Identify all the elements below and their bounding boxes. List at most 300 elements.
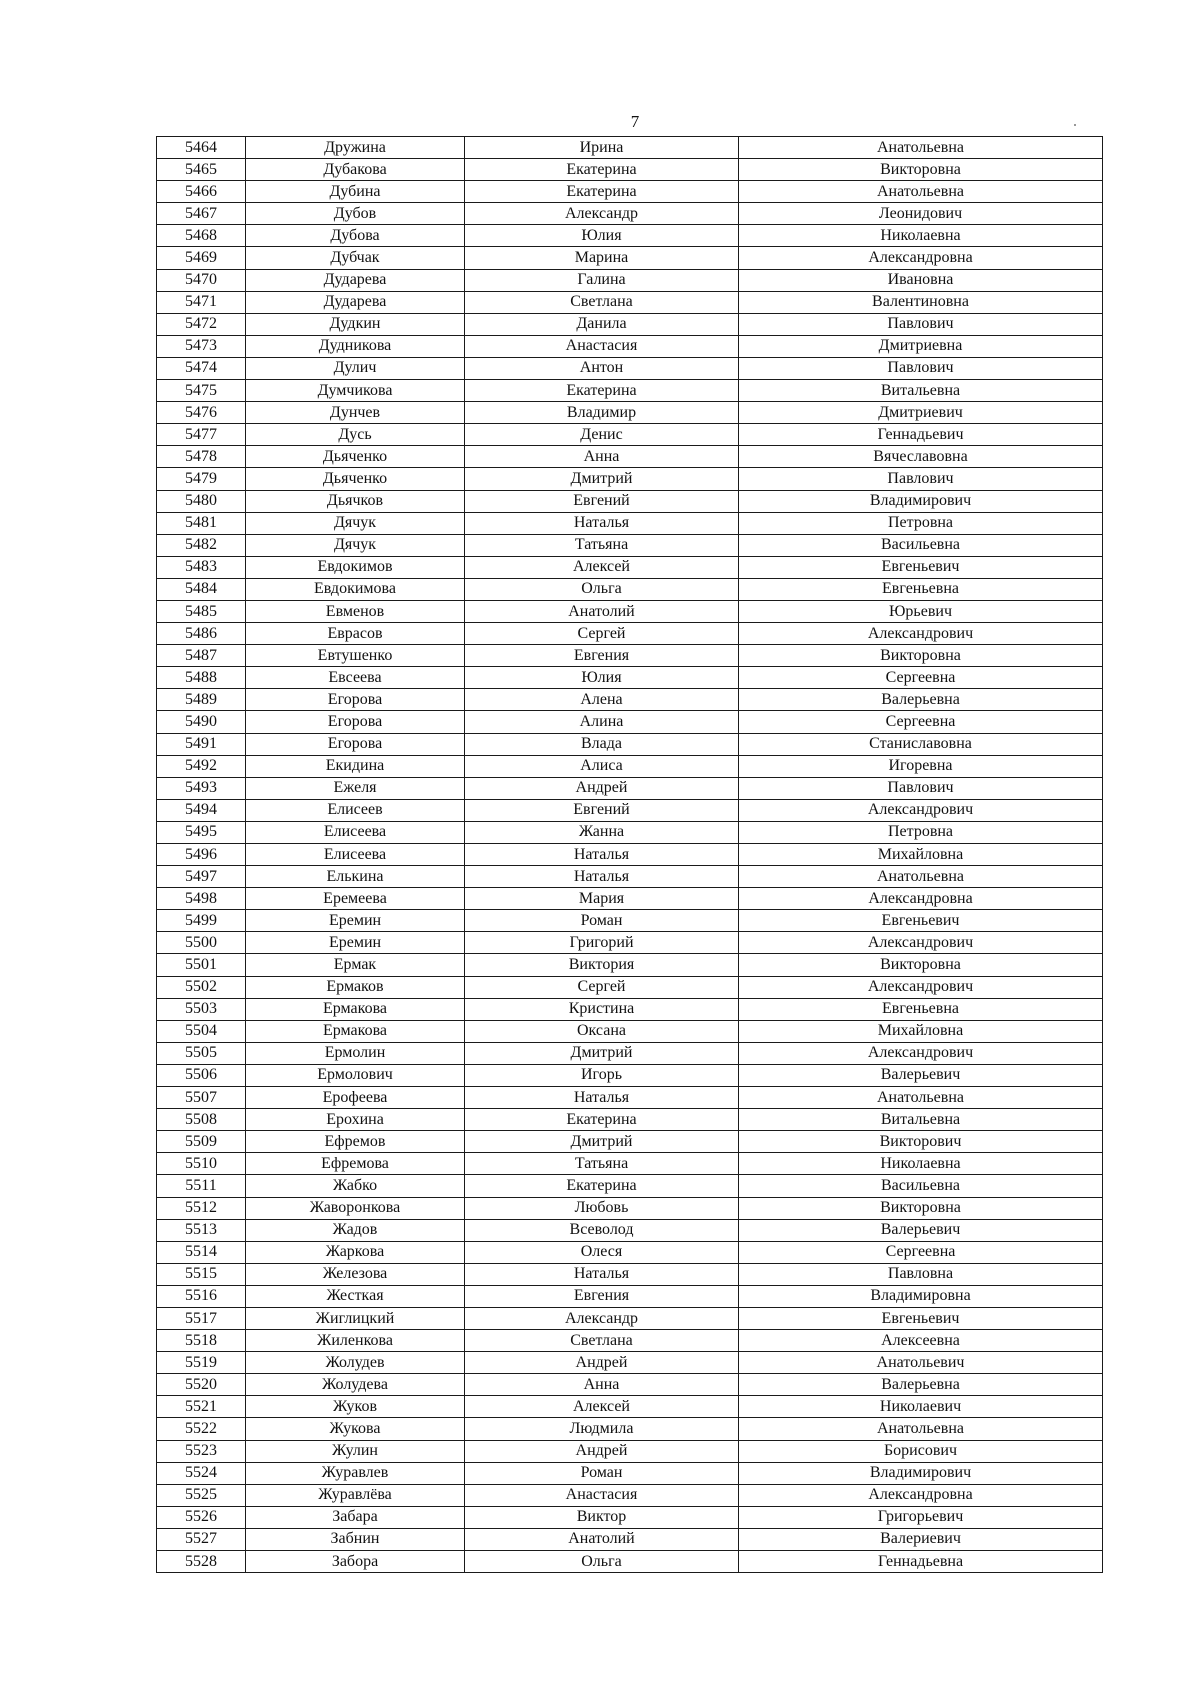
first-name-cell: Юлия — [465, 667, 739, 689]
patronymic-cell: Евгеньевна — [739, 998, 1103, 1020]
first-name-cell: Евгений — [465, 799, 739, 821]
first-name-cell: Алена — [465, 689, 739, 711]
last-name-cell: Ермолович — [246, 1064, 465, 1086]
last-name-cell: Елисеев — [246, 799, 465, 821]
last-name-cell: Дударева — [246, 269, 465, 291]
patronymic-cell: Валерьевна — [739, 1374, 1103, 1396]
row-number-cell: 5481 — [157, 512, 246, 534]
last-name-cell: Дудкин — [246, 313, 465, 335]
first-name-cell: Юлия — [465, 225, 739, 247]
patronymic-cell: Леонидович — [739, 203, 1103, 225]
patronymic-cell: Владимирович — [739, 490, 1103, 512]
first-name-cell: Сергей — [465, 623, 739, 645]
patronymic-cell: Григорьевич — [739, 1506, 1103, 1528]
row-number-cell: 5511 — [157, 1175, 246, 1197]
row-number-cell: 5489 — [157, 689, 246, 711]
table-row — [157, 181, 1103, 203]
row-number-cell: 5485 — [157, 600, 246, 622]
last-name-cell: Дудникова — [246, 335, 465, 357]
table-row — [157, 733, 1103, 755]
last-name-cell: Ерохина — [246, 1109, 465, 1131]
patronymic-cell: Анатольевна — [739, 1418, 1103, 1440]
patronymic-cell: Васильевна — [739, 534, 1103, 556]
patronymic-cell: Николаевич — [739, 1396, 1103, 1418]
first-name-cell: Екатерина — [465, 159, 739, 181]
row-number-cell: 5514 — [157, 1241, 246, 1263]
table-row — [157, 888, 1103, 910]
last-name-cell: Евдокимова — [246, 578, 465, 600]
last-name-cell: Жесткая — [246, 1285, 465, 1307]
table-row — [157, 1440, 1103, 1462]
last-name-cell: Дунчев — [246, 402, 465, 424]
row-number-cell: 5476 — [157, 402, 246, 424]
last-name-cell: Дулич — [246, 357, 465, 379]
last-name-cell: Забнин — [246, 1528, 465, 1550]
row-number-cell: 5508 — [157, 1109, 246, 1131]
first-name-cell: Антон — [465, 357, 739, 379]
patronymic-cell: Анатольевич — [739, 1352, 1103, 1374]
row-number-cell: 5468 — [157, 225, 246, 247]
row-number-cell: 5509 — [157, 1131, 246, 1153]
first-name-cell: Любовь — [465, 1197, 739, 1219]
patronymic-cell: Анатольевна — [739, 866, 1103, 888]
row-number-cell: 5465 — [157, 159, 246, 181]
last-name-cell: Журавлёва — [246, 1484, 465, 1506]
table-row — [157, 203, 1103, 225]
table-row — [157, 424, 1103, 446]
row-number-cell: 5523 — [157, 1440, 246, 1462]
last-name-cell: Жиленкова — [246, 1330, 465, 1352]
patronymic-cell: Станиславовна — [739, 733, 1103, 755]
row-number-cell: 5501 — [157, 954, 246, 976]
row-number-cell: 5505 — [157, 1042, 246, 1064]
patronymic-cell: Александрович — [739, 799, 1103, 821]
first-name-cell: Дмитрий — [465, 1131, 739, 1153]
first-name-cell: Анатолий — [465, 600, 739, 622]
patronymic-cell: Геннадьевич — [739, 424, 1103, 446]
row-number-cell: 5495 — [157, 821, 246, 843]
last-name-cell: Ермакова — [246, 1020, 465, 1042]
row-number-cell: 5493 — [157, 777, 246, 799]
row-number-cell: 5506 — [157, 1064, 246, 1086]
table-row — [157, 247, 1103, 269]
patronymic-cell: Юрьевич — [739, 600, 1103, 622]
row-number-cell: 5524 — [157, 1462, 246, 1484]
first-name-cell: Алексей — [465, 556, 739, 578]
last-name-cell: Жиглицкий — [246, 1307, 465, 1329]
roster-body — [157, 137, 1103, 1573]
first-name-cell: Влада — [465, 733, 739, 755]
first-name-cell: Екатерина — [465, 1175, 739, 1197]
table-row — [157, 1153, 1103, 1175]
table-row — [157, 137, 1103, 159]
table-row — [157, 291, 1103, 313]
table-row — [157, 910, 1103, 932]
last-name-cell: Железова — [246, 1263, 465, 1285]
row-number-cell: 5513 — [157, 1219, 246, 1241]
last-name-cell: Евдокимов — [246, 556, 465, 578]
last-name-cell: Забора — [246, 1551, 465, 1573]
first-name-cell: Виктор — [465, 1506, 739, 1528]
last-name-cell: Жолудева — [246, 1374, 465, 1396]
last-name-cell: Забара — [246, 1506, 465, 1528]
first-name-cell: Екатерина — [465, 380, 739, 402]
row-number-cell: 5479 — [157, 468, 246, 490]
first-name-cell: Олеся — [465, 1241, 739, 1263]
patronymic-cell: Валерьевна — [739, 689, 1103, 711]
patronymic-cell: Игоревна — [739, 755, 1103, 777]
last-name-cell: Елькина — [246, 866, 465, 888]
last-name-cell: Дячук — [246, 534, 465, 556]
patronymic-cell: Владимировна — [739, 1285, 1103, 1307]
first-name-cell: Всеволод — [465, 1219, 739, 1241]
row-number-cell: 5519 — [157, 1352, 246, 1374]
last-name-cell: Ежеля — [246, 777, 465, 799]
patronymic-cell: Павлович — [739, 313, 1103, 335]
first-name-cell: Андрей — [465, 1352, 739, 1374]
row-number-cell: 5525 — [157, 1484, 246, 1506]
patronymic-cell: Витальевна — [739, 380, 1103, 402]
last-name-cell: Еврасов — [246, 623, 465, 645]
patronymic-cell: Викторовна — [739, 1197, 1103, 1219]
last-name-cell: Жукова — [246, 1418, 465, 1440]
row-number-cell: 5464 — [157, 137, 246, 159]
table-row — [157, 1506, 1103, 1528]
patronymic-cell: Борисович — [739, 1440, 1103, 1462]
first-name-cell: Алина — [465, 711, 739, 733]
last-name-cell: Еремин — [246, 910, 465, 932]
first-name-cell: Алексей — [465, 1396, 739, 1418]
first-name-cell: Дмитрий — [465, 468, 739, 490]
patronymic-cell: Витальевна — [739, 1109, 1103, 1131]
first-name-cell: Галина — [465, 269, 739, 291]
last-name-cell: Жабко — [246, 1175, 465, 1197]
patronymic-cell: Евгеньевич — [739, 910, 1103, 932]
last-name-cell: Дусь — [246, 424, 465, 446]
patronymic-cell: Анатольевна — [739, 1087, 1103, 1109]
row-number-cell: 5528 — [157, 1551, 246, 1573]
row-number-cell: 5466 — [157, 181, 246, 203]
table-row — [157, 269, 1103, 291]
patronymic-cell: Павлович — [739, 357, 1103, 379]
table-row — [157, 1330, 1103, 1352]
first-name-cell: Данила — [465, 313, 739, 335]
patronymic-cell: Сергеевна — [739, 1241, 1103, 1263]
table-row — [157, 468, 1103, 490]
row-number-cell: 5488 — [157, 667, 246, 689]
last-name-cell: Думчикова — [246, 380, 465, 402]
row-number-cell: 5500 — [157, 932, 246, 954]
row-number-cell: 5512 — [157, 1197, 246, 1219]
row-number-cell: 5498 — [157, 888, 246, 910]
last-name-cell: Жадов — [246, 1219, 465, 1241]
row-number-cell: 5492 — [157, 755, 246, 777]
table-row — [157, 821, 1103, 843]
table-row — [157, 1219, 1103, 1241]
patronymic-cell: Викторович — [739, 1131, 1103, 1153]
first-name-cell: Сергей — [465, 976, 739, 998]
table-row — [157, 711, 1103, 733]
first-name-cell: Алиса — [465, 755, 739, 777]
row-number-cell: 5515 — [157, 1263, 246, 1285]
row-number-cell: 5491 — [157, 733, 246, 755]
first-name-cell: Оксана — [465, 1020, 739, 1042]
table-row — [157, 1462, 1103, 1484]
table-row — [157, 380, 1103, 402]
patronymic-cell: Васильевна — [739, 1175, 1103, 1197]
last-name-cell: Еремеева — [246, 888, 465, 910]
table-row — [157, 1307, 1103, 1329]
first-name-cell: Александр — [465, 203, 739, 225]
patronymic-cell: Михайловна — [739, 844, 1103, 866]
patronymic-cell: Михайловна — [739, 1020, 1103, 1042]
table-row — [157, 225, 1103, 247]
table-row — [157, 1374, 1103, 1396]
last-name-cell: Дубина — [246, 181, 465, 203]
patronymic-cell: Евгеньевич — [739, 1307, 1103, 1329]
row-number-cell: 5502 — [157, 976, 246, 998]
first-name-cell: Евгения — [465, 645, 739, 667]
row-number-cell: 5522 — [157, 1418, 246, 1440]
first-name-cell: Роман — [465, 1462, 739, 1484]
last-name-cell: Журавлев — [246, 1462, 465, 1484]
last-name-cell: Егорова — [246, 711, 465, 733]
row-number-cell: 5526 — [157, 1506, 246, 1528]
last-name-cell: Екидина — [246, 755, 465, 777]
table-row — [157, 1131, 1103, 1153]
last-name-cell: Дружина — [246, 137, 465, 159]
patronymic-cell: Павлович — [739, 468, 1103, 490]
row-number-cell: 5477 — [157, 424, 246, 446]
table-row — [157, 335, 1103, 357]
last-name-cell: Дубова — [246, 225, 465, 247]
first-name-cell: Андрей — [465, 777, 739, 799]
row-number-cell: 5510 — [157, 1153, 246, 1175]
row-number-cell: 5490 — [157, 711, 246, 733]
row-number-cell: 5469 — [157, 247, 246, 269]
first-name-cell: Дмитрий — [465, 1042, 739, 1064]
row-number-cell: 5475 — [157, 380, 246, 402]
patronymic-cell: Валерьевич — [739, 1064, 1103, 1086]
last-name-cell: Евсеева — [246, 667, 465, 689]
table-row — [157, 755, 1103, 777]
first-name-cell: Роман — [465, 910, 739, 932]
last-name-cell: Жулин — [246, 1440, 465, 1462]
row-number-cell: 5482 — [157, 534, 246, 556]
first-name-cell: Игорь — [465, 1064, 739, 1086]
table-row — [157, 1087, 1103, 1109]
table-row — [157, 600, 1103, 622]
patronymic-cell: Павловна — [739, 1263, 1103, 1285]
first-name-cell: Светлана — [465, 1330, 739, 1352]
first-name-cell: Наталья — [465, 1263, 739, 1285]
row-number-cell: 5470 — [157, 269, 246, 291]
row-number-cell: 5483 — [157, 556, 246, 578]
table-row — [157, 1484, 1103, 1506]
patronymic-cell: Дмитриевна — [739, 335, 1103, 357]
patronymic-cell: Евгеньевна — [739, 578, 1103, 600]
first-name-cell: Кристина — [465, 998, 739, 1020]
first-name-cell: Анастасия — [465, 335, 739, 357]
table-row — [157, 159, 1103, 181]
row-number-cell: 5521 — [157, 1396, 246, 1418]
patronymic-cell: Евгеньевич — [739, 556, 1103, 578]
row-number-cell: 5478 — [157, 446, 246, 468]
patronymic-cell: Ивановна — [739, 269, 1103, 291]
row-number-cell: 5507 — [157, 1087, 246, 1109]
last-name-cell: Евтушенко — [246, 645, 465, 667]
table-row — [157, 1396, 1103, 1418]
patronymic-cell: Николаевна — [739, 225, 1103, 247]
scan-speck — [1074, 124, 1076, 126]
first-name-cell: Григорий — [465, 932, 739, 954]
last-name-cell: Жаворонкова — [246, 1197, 465, 1219]
table-row — [157, 866, 1103, 888]
patronymic-cell: Викторовна — [739, 954, 1103, 976]
patronymic-cell: Алексеевна — [739, 1330, 1103, 1352]
patronymic-cell: Александрович — [739, 1042, 1103, 1064]
last-name-cell: Ефремова — [246, 1153, 465, 1175]
first-name-cell: Анна — [465, 1374, 739, 1396]
patronymic-cell: Вячеславовна — [739, 446, 1103, 468]
first-name-cell: Владимир — [465, 402, 739, 424]
table-row — [157, 954, 1103, 976]
first-name-cell: Анна — [465, 446, 739, 468]
table-row — [157, 777, 1103, 799]
table-row — [157, 667, 1103, 689]
table-row — [157, 402, 1103, 424]
table-row — [157, 1020, 1103, 1042]
table-row — [157, 446, 1103, 468]
first-name-cell: Людмила — [465, 1418, 739, 1440]
last-name-cell: Дубов — [246, 203, 465, 225]
table-row — [157, 998, 1103, 1020]
table-row — [157, 1064, 1103, 1086]
table-row — [157, 313, 1103, 335]
patronymic-cell: Викторовна — [739, 159, 1103, 181]
table-row — [157, 645, 1103, 667]
first-name-cell: Андрей — [465, 1440, 739, 1462]
first-name-cell: Татьяна — [465, 534, 739, 556]
last-name-cell: Ермолин — [246, 1042, 465, 1064]
last-name-cell: Дьячков — [246, 490, 465, 512]
page-number: 7 — [630, 112, 640, 131]
table-row — [157, 512, 1103, 534]
first-name-cell: Наталья — [465, 866, 739, 888]
last-name-cell: Жуков — [246, 1396, 465, 1418]
last-name-cell: Егорова — [246, 689, 465, 711]
table-row — [157, 1352, 1103, 1374]
patronymic-cell: Владимирович — [739, 1462, 1103, 1484]
patronymic-cell: Александровна — [739, 888, 1103, 910]
table-row — [157, 534, 1103, 556]
first-name-cell: Евгения — [465, 1285, 739, 1307]
table-row — [157, 689, 1103, 711]
row-number-cell: 5474 — [157, 357, 246, 379]
table-row — [157, 844, 1103, 866]
table-row — [157, 1042, 1103, 1064]
patronymic-cell: Александрович — [739, 932, 1103, 954]
last-name-cell: Еремин — [246, 932, 465, 954]
first-name-cell: Ирина — [465, 137, 739, 159]
patronymic-cell: Сергеевна — [739, 711, 1103, 733]
row-number-cell: 5467 — [157, 203, 246, 225]
first-name-cell: Наталья — [465, 844, 739, 866]
row-number-cell: 5484 — [157, 578, 246, 600]
last-name-cell: Ермак — [246, 954, 465, 976]
first-name-cell: Евгений — [465, 490, 739, 512]
row-number-cell: 5518 — [157, 1330, 246, 1352]
last-name-cell: Жолудев — [246, 1352, 465, 1374]
row-number-cell: 5494 — [157, 799, 246, 821]
patronymic-cell: Александрович — [739, 976, 1103, 998]
table-row — [157, 1528, 1103, 1550]
table-row — [157, 1197, 1103, 1219]
last-name-cell: Евменов — [246, 600, 465, 622]
patronymic-cell: Александровна — [739, 1484, 1103, 1506]
patronymic-cell: Валентиновна — [739, 291, 1103, 313]
row-number-cell: 5471 — [157, 291, 246, 313]
last-name-cell: Ермаков — [246, 976, 465, 998]
patronymic-cell: Анатольевна — [739, 181, 1103, 203]
first-name-cell: Наталья — [465, 512, 739, 534]
first-name-cell: Виктория — [465, 954, 739, 976]
row-number-cell: 5487 — [157, 645, 246, 667]
first-name-cell: Екатерина — [465, 1109, 739, 1131]
last-name-cell: Жаркова — [246, 1241, 465, 1263]
patronymic-cell: Валериевич — [739, 1528, 1103, 1550]
patronymic-cell: Александрович — [739, 623, 1103, 645]
table-row — [157, 490, 1103, 512]
row-number-cell: 5504 — [157, 1020, 246, 1042]
table-row — [157, 1418, 1103, 1440]
table-row — [157, 1551, 1103, 1573]
patronymic-cell: Александровна — [739, 247, 1103, 269]
table-row — [157, 623, 1103, 645]
last-name-cell: Дьяченко — [246, 468, 465, 490]
last-name-cell: Дубчак — [246, 247, 465, 269]
patronymic-cell: Дмитриевич — [739, 402, 1103, 424]
row-number-cell: 5520 — [157, 1374, 246, 1396]
table-row — [157, 1241, 1103, 1263]
table-row — [157, 1175, 1103, 1197]
first-name-cell: Екатерина — [465, 181, 739, 203]
table-row — [157, 556, 1103, 578]
first-name-cell: Мария — [465, 888, 739, 910]
patronymic-cell: Петровна — [739, 512, 1103, 534]
last-name-cell: Ермакова — [246, 998, 465, 1020]
last-name-cell: Дьяченко — [246, 446, 465, 468]
first-name-cell: Александр — [465, 1307, 739, 1329]
last-name-cell: Елисеева — [246, 844, 465, 866]
first-name-cell: Жанна — [465, 821, 739, 843]
first-name-cell: Ольга — [465, 1551, 739, 1573]
row-number-cell: 5499 — [157, 910, 246, 932]
table-row — [157, 357, 1103, 379]
last-name-cell: Ерофеева — [246, 1087, 465, 1109]
patronymic-cell: Николаевна — [739, 1153, 1103, 1175]
row-number-cell: 5486 — [157, 623, 246, 645]
first-name-cell: Анатолий — [465, 1528, 739, 1550]
row-number-cell: 5480 — [157, 490, 246, 512]
row-number-cell: 5473 — [157, 335, 246, 357]
last-name-cell: Ефремов — [246, 1131, 465, 1153]
last-name-cell: Елисеева — [246, 821, 465, 843]
patronymic-cell: Викторовна — [739, 645, 1103, 667]
first-name-cell: Ольга — [465, 578, 739, 600]
table-row — [157, 976, 1103, 998]
last-name-cell: Дубакова — [246, 159, 465, 181]
